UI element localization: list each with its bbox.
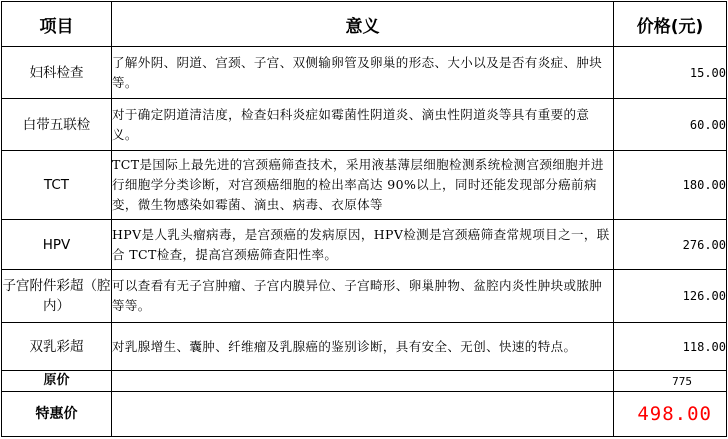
- item-name: HPV: [2, 220, 112, 270]
- original-price-blank: [112, 371, 614, 392]
- item-price: 118.00: [614, 323, 727, 371]
- table-row: [2, 47, 727, 99]
- special-price-value: 498.00: [614, 392, 727, 437]
- table-row: [2, 220, 727, 270]
- item-desc: HPV是人乳头瘤病毒，是宫颈癌的发病原因，HPV检测是宫颈癌筛查常规项目之一，联合 TCT检查，提高宫颈癌筛查阳性率。: [112, 220, 614, 270]
- header-item: 项目: [2, 2, 112, 47]
- item-desc: TCT是国际上最先进的宫颈癌筛查技术，采用液基薄层细胞检测系统检测宫颈细胞并进行细胞学分类诊断，对宫颈癌细胞的检出率高达 90%以上，同时还能发现部分癌前病变，微生物感染如霉菌、滴虫、病毒、衣原体等: [112, 151, 614, 220]
- table-row: [2, 323, 727, 371]
- item-price: 126.00: [614, 270, 727, 323]
- item-name: 妇科检查: [2, 47, 112, 99]
- item-desc: 了解外阴、阴道、宫颈、子宫、双侧输卵管及卵巢的形态、大小以及是否有炎症、肿块等。: [112, 47, 614, 99]
- item-name: 白带五联检: [2, 99, 112, 151]
- special-price-label: 特惠价: [2, 392, 112, 437]
- item-price: 15.00: [614, 47, 727, 99]
- item-price: 60.00: [614, 99, 727, 151]
- table-row: [2, 99, 727, 151]
- item-name: 双乳彩超: [2, 323, 112, 371]
- special-price-row: [2, 392, 727, 437]
- header-meaning: 意义: [112, 2, 614, 47]
- header-price: 价格(元): [614, 2, 727, 47]
- item-price: 276.00: [614, 220, 727, 270]
- item-price: 180.00: [614, 151, 727, 220]
- item-name: 子宫附件彩超（腔内）: [2, 270, 112, 323]
- original-price-label: 原价: [2, 371, 112, 392]
- table-row: [2, 151, 727, 220]
- header-row: [2, 2, 727, 47]
- item-desc: 对于确定阴道清洁度，检查妇科炎症如霉菌性阴道炎、滴虫性阴道炎等具有重要的意义。: [112, 99, 614, 151]
- item-desc: 对乳腺增生、囊肿、纤维瘤及乳腺癌的鉴别诊断，具有安全、无创、快速的特点。: [112, 323, 614, 371]
- item-name: TCT: [2, 151, 112, 220]
- item-desc: 可以查看有无子宫肿瘤、子宫内膜异位、子宫畸形、卵巢肿物、盆腔内炎性肿块或脓肿等等。: [112, 270, 614, 323]
- price-table: [1, 1, 727, 437]
- table-row: [2, 270, 727, 323]
- special-price-blank: [112, 392, 614, 437]
- original-price-value: 775: [614, 371, 727, 392]
- original-price-row: [2, 371, 727, 392]
